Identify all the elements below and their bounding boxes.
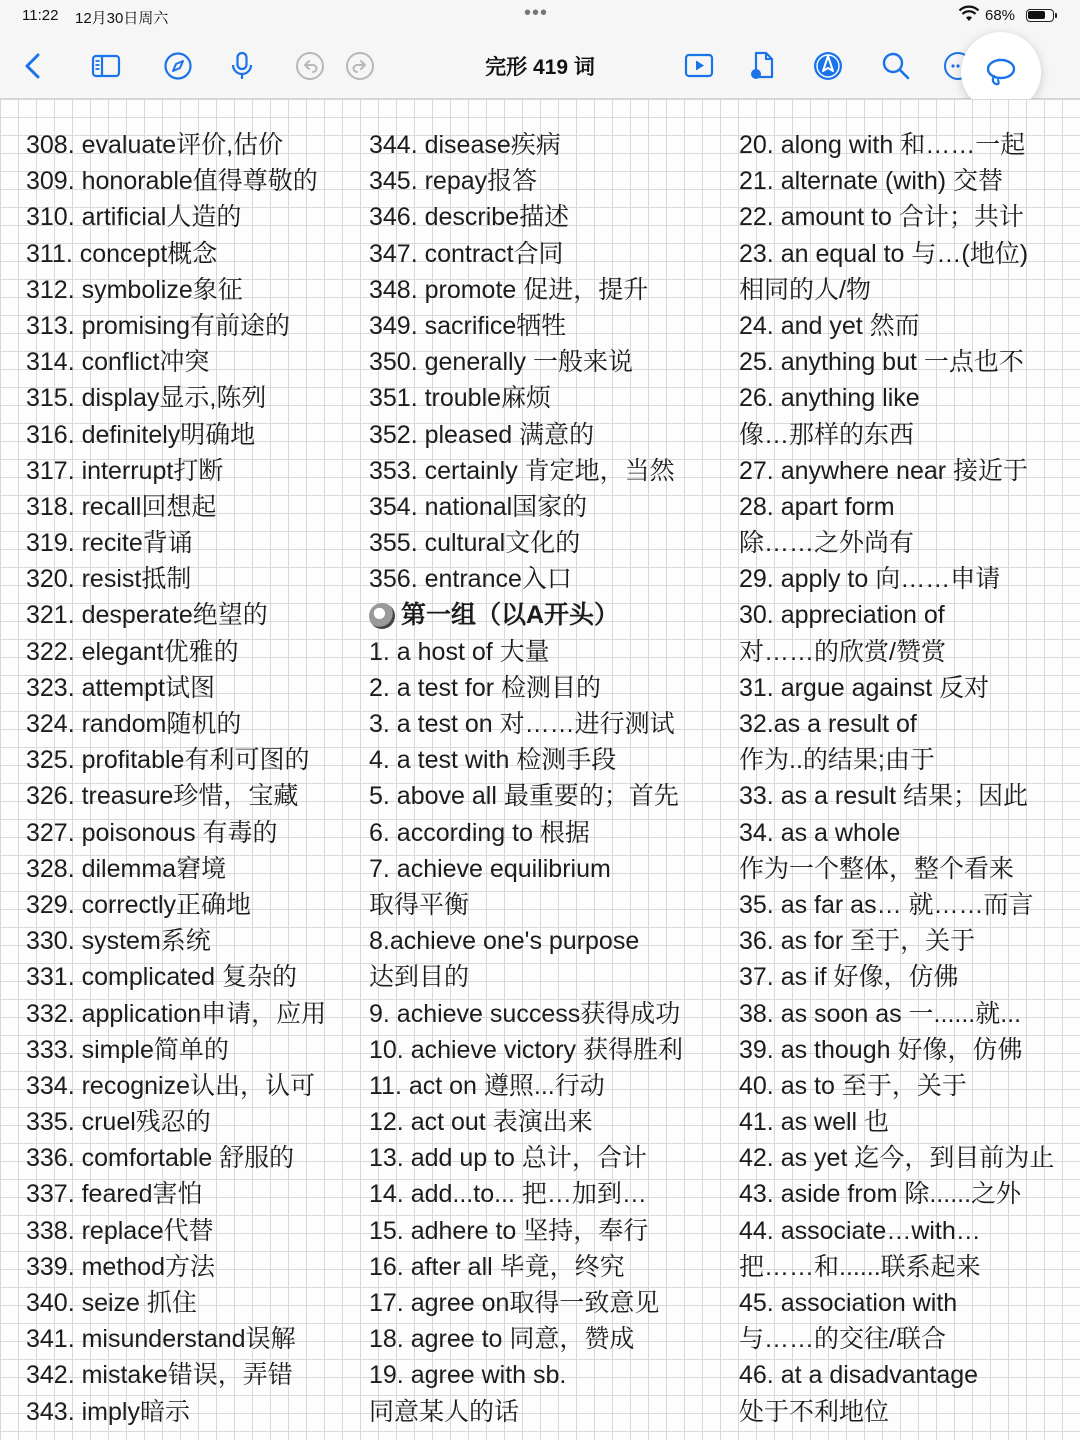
note-line: 326. treasure珍惜，宝藏	[26, 782, 299, 811]
note-line: 4. a test with 检测手段	[369, 746, 617, 775]
note-line: 327. poisonous 有毒的	[26, 818, 278, 847]
note-line: 354. national国家的	[369, 492, 588, 521]
note-line: 1. a host of 大量	[369, 637, 550, 666]
note-line: 7. achieve equilibrium	[369, 854, 611, 883]
note-line: 同意某人的话	[369, 1397, 520, 1426]
note-line: 314. conflict冲突	[26, 348, 210, 377]
note-line: 308. evaluate评价,估价	[26, 131, 284, 159]
note-line: 31. argue against 反对	[739, 673, 990, 702]
lasso-icon	[983, 54, 1019, 90]
note-line: 310. artificial人造的	[26, 203, 242, 232]
note-line: 处于不利地位	[739, 1397, 890, 1426]
note-line: 329. correctly正确地	[26, 890, 252, 919]
note-line: 318. recall回想起	[26, 492, 217, 521]
note-line: 332. application申请，应用	[26, 999, 327, 1028]
notes-column-left	[26, 127, 360, 1430]
note-line: 320. resist抵制	[26, 565, 192, 594]
section-heading-text: 第一组（以A开头）	[401, 601, 620, 630]
note-line: 40. as to 至于，关于	[739, 1071, 967, 1100]
note-line: 313. promising有前途的	[26, 311, 290, 340]
note-line: 38. as soon as 一......就...	[739, 999, 1022, 1028]
note-line: 除……之外尚有	[739, 529, 915, 558]
note-line: 16. after all 毕竟，终究	[369, 1252, 625, 1281]
note-line: 18. agree to 同意，赞成	[369, 1325, 635, 1354]
markup-pen-icon[interactable]	[808, 46, 848, 86]
back-chevron-icon[interactable]	[14, 46, 54, 86]
section-heading	[369, 597, 729, 633]
note-line: 30. appreciation of	[739, 601, 945, 630]
note-line: 309. honorable值得尊敬的	[26, 167, 318, 196]
note-line: 10. achieve victory 获得胜利	[369, 1035, 683, 1064]
compass-icon[interactable]	[158, 46, 198, 86]
note-line: 取得平衡	[369, 890, 470, 919]
note-line: 338. replace代替	[26, 1216, 214, 1245]
presentation-play-icon[interactable]	[679, 46, 719, 86]
note-line: 323. attempt试图	[26, 673, 215, 702]
note-line: 322. elegant优雅的	[26, 637, 239, 666]
note-line: 334. recognize认出，认可	[26, 1071, 316, 1100]
status-bar	[0, 0, 1080, 34]
note-line: 17. agree on取得一致意见	[369, 1289, 660, 1317]
battery-percent: 68%	[985, 7, 1016, 24]
note-line: 13. add up to 总计，合计	[369, 1144, 647, 1173]
note-line: 6. according to 根据	[369, 818, 590, 847]
note-line: 343. imply暗示	[26, 1397, 190, 1426]
note-line: 324. random随机的	[26, 710, 242, 738]
note-line: 328. dilemma窘境	[26, 854, 227, 883]
document-icon[interactable]	[743, 46, 783, 86]
note-line: 43. aside from 除......之外	[739, 1180, 1022, 1209]
microphone-icon[interactable]	[222, 46, 262, 86]
toolbar	[0, 34, 1080, 99]
note-line: 312. symbolize象征	[26, 275, 243, 304]
note-line: 44. associate…with…	[739, 1216, 981, 1245]
redo-icon[interactable]	[340, 46, 380, 86]
notes-column-right	[739, 127, 1080, 1430]
note-line: 15. adhere to 坚持，奉行	[369, 1216, 649, 1245]
note-line: 42. as yet 迄今，到目前为止	[739, 1144, 1055, 1173]
note-line: 356. entrance入口	[369, 565, 572, 594]
note-line: 达到目的	[369, 963, 470, 992]
note-line: 351. trouble麻烦	[369, 384, 552, 413]
note-line: 12. act out 表演出来	[369, 1108, 593, 1137]
note-line: 把……和......联系起来	[739, 1252, 981, 1281]
status-date: 12月30日周六	[75, 10, 169, 27]
note-line: 32.as a result of	[739, 710, 917, 738]
note-line: 9. achieve success获得成功	[369, 999, 681, 1028]
note-line: 21. alternate (with) 交替	[739, 167, 1003, 196]
note-line: 34. as a whole	[739, 818, 901, 847]
note-line: 37. as if 好像，仿佛	[739, 963, 959, 992]
note-line: 341. misunderstand误解	[26, 1325, 296, 1354]
note-line: 350. generally 一般来说	[369, 348, 634, 377]
note-line: 对……的欣赏/赞赏	[739, 637, 946, 666]
note-line: 330. system系统	[26, 927, 211, 956]
note-line: 355. cultural文化的	[369, 529, 581, 558]
note-line: 311. concept概念	[26, 239, 218, 268]
note-line: 344. disease疾病	[369, 131, 561, 159]
note-line: 像…那样的东西	[739, 420, 915, 449]
note-line: 与……的交往/联合	[739, 1325, 946, 1354]
note-line: 20. along with 和……一起	[739, 131, 1026, 159]
note-line: 337. feared害怕	[26, 1180, 203, 1209]
note-line: 348. promote 促进，提升	[369, 275, 649, 304]
battery-icon	[1026, 9, 1054, 22]
note-line: 23. an equal to 与…(地位)	[739, 239, 1029, 268]
note-line: 26. anything like	[739, 384, 920, 413]
note-line: 319. recite背诵	[26, 529, 193, 558]
note-line: 5. above all 最重要的；首先	[369, 782, 679, 811]
wifi-icon	[958, 4, 980, 28]
status-time: 11:22	[22, 7, 59, 24]
note-line: 27. anywhere near 接近于	[739, 456, 1029, 485]
note-line: 2. a test for 检测目的	[369, 673, 602, 702]
notes-page[interactable]	[0, 99, 1080, 1440]
note-line: 作为..的结果;由于	[739, 746, 935, 775]
note-line: 347. contract合同	[369, 239, 564, 268]
note-line: 作为一个整体，整个看来	[739, 854, 1015, 883]
note-line: 342. mistake错误，弄错	[26, 1361, 293, 1390]
note-line: 345. repay报答	[369, 167, 538, 196]
note-line: 相同的人/物	[739, 275, 871, 304]
note-line: 336. comfortable 舒服的	[26, 1144, 295, 1173]
undo-icon[interactable]	[290, 46, 330, 86]
note-line: 331. complicated 复杂的	[26, 963, 297, 992]
note-line: 33. as a result 结果；因此	[739, 782, 1028, 811]
note-line: 19. agree with sb.	[369, 1361, 567, 1390]
note-line: 29. apply to 向……申请	[739, 565, 1001, 594]
note-line: 41. as well 也	[739, 1108, 890, 1137]
note-line: 3. a test on 对……进行测试	[369, 710, 675, 738]
note-line: 317. interrupt打断	[26, 456, 224, 485]
note-line: 35. as far as… 就……而言	[739, 890, 1034, 919]
note-line: 316. definitely明确地	[26, 420, 256, 449]
note-line: 8.achieve one's purpose	[369, 927, 640, 956]
note-line: 352. pleased 满意的	[369, 420, 595, 449]
radio-bullet-icon	[369, 603, 395, 629]
note-line: 24. and yet 然而	[739, 311, 920, 340]
note-line: 325. profitable有利可图的	[26, 746, 310, 775]
note-line: 339. method方法	[26, 1252, 215, 1281]
document-title[interactable]: 完形 419 词	[485, 56, 595, 79]
note-line: 22. amount to 合计；共计	[739, 203, 1024, 232]
note-line: 45. association with	[739, 1289, 958, 1317]
sidebar-toggle-icon[interactable]	[86, 46, 126, 86]
note-line: 11. act on 遵照...行动	[369, 1071, 605, 1100]
note-line: 46. at a disadvantage	[739, 1361, 979, 1390]
note-line: 321. desperate绝望的	[26, 601, 268, 630]
note-line: 335. cruel残忍的	[26, 1108, 211, 1137]
note-line: 340. seize 抓住	[26, 1289, 197, 1317]
multitasking-dots-icon[interactable]: •••	[524, 2, 549, 24]
note-line: 36. as for 至于，关于	[739, 927, 976, 956]
notes-column-middle	[369, 127, 729, 1430]
note-line: 14. add...to... 把…加到…	[369, 1180, 647, 1209]
note-line: 346. describe描述	[369, 203, 570, 232]
note-line: 39. as though 好像，仿佛	[739, 1035, 1023, 1064]
note-line: 349. sacrifice牺牲	[369, 311, 567, 340]
search-icon[interactable]	[876, 46, 916, 86]
note-line: 353. certainly 肯定地，当然	[369, 456, 675, 485]
note-line: 333. simple简单的	[26, 1035, 229, 1064]
note-line: 315. display显示,陈列	[26, 384, 267, 413]
note-line: 28. apart form	[739, 492, 895, 521]
note-line: 25. anything but 一点也不	[739, 348, 1024, 377]
